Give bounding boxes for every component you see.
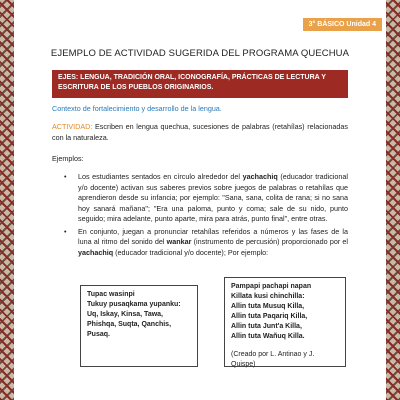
bullet-icon: •	[64, 172, 67, 181]
bullet-bold-term: yachachiq	[78, 247, 114, 257]
box-line: Tukuy pusaqkama yupanku:	[87, 301, 181, 308]
actividad-text: Escriben en lengua quechua, sucesiones de palabras (retahílas) relacionadas con la naturaleza.	[52, 122, 348, 142]
bullet-text: Los estudiantes sentados en círculo alrededor del	[78, 172, 243, 181]
retahila-box-moon	[224, 277, 346, 367]
box-line: Allin tuta Paqariq Killa,	[231, 313, 308, 320]
decorative-border-left	[0, 0, 14, 400]
ejemplos-label: Ejemplos:	[52, 154, 84, 163]
bullet-text: (educador tradicional y/o docente) activan sus saberes previos sobre juegos de palabras o retahílas que aprendieron desde su infancia; por ejemplo: "Sana, sana, colita de rana; si no sana hoy sanará mañana"; "Era una paloma, punto y coma; sale de su nido, punto seguido; mira adelante, punto aparte, mira para atrás, punto final", entre otras.	[78, 172, 349, 223]
actividad-paragraph	[52, 121, 348, 143]
box-line: Tupac wasinpi	[87, 291, 135, 298]
credit-text: (Creado por L. Antinao y J. Quispe)	[231, 351, 315, 368]
bullet-icon: •	[64, 226, 67, 236]
decorative-border-right	[386, 0, 400, 400]
actividad-label: ACTIVIDAD:	[52, 122, 93, 131]
list-item	[64, 172, 348, 225]
examples-list	[64, 172, 348, 260]
bullet-text: En conjunto, juegan a pronunciar retahílas referidos a números y las fases de la luna al ritmo del sonido del	[78, 226, 348, 246]
bullet-bold-term: wankar	[166, 237, 192, 246]
grade-unit-badge: 3° BÁSICO Unidad 4	[303, 18, 382, 31]
bullet-text: (instrumento de percusión) proporcionado por el	[191, 237, 349, 246]
box-line: Killata kusi chinchilla:	[231, 293, 305, 300]
box-line: Allin tuta Junt'a Killa,	[231, 323, 302, 330]
bullet-bold-term: yachachiq	[242, 172, 278, 181]
box-line: Allin tuta Musuq Killa,	[231, 303, 305, 310]
box-line: Uq, Iskay, Kinsa, Tawa, Phishqa, Suqta, Qanchis, Pusaq.	[87, 311, 172, 338]
ejes-banner: EJES: LENGUA, TRADICIÓN ORAL, ICONOGRAFÍA, PRÁCTICAS DE LECTURA Y ESCRITURA DE LOS PUEBLOS ORIGINARIOS.	[52, 70, 348, 98]
contexto-heading: Contexto de fortalecimiento y desarrollo de la lengua.	[52, 104, 222, 113]
box-line: Pampapi pachapi napan	[231, 283, 312, 290]
page-title: EJEMPLO DE ACTIVIDAD SUGERIDA DEL PROGRAMA QUECHUA	[50, 48, 350, 59]
list-item	[64, 227, 348, 259]
box-line: Allin tuta Wañuq Killa.	[231, 333, 305, 340]
retahila-box-numbers	[80, 285, 198, 367]
bullet-text: (educador tradicional y/o docente); Por ejemplo:	[113, 247, 269, 257]
